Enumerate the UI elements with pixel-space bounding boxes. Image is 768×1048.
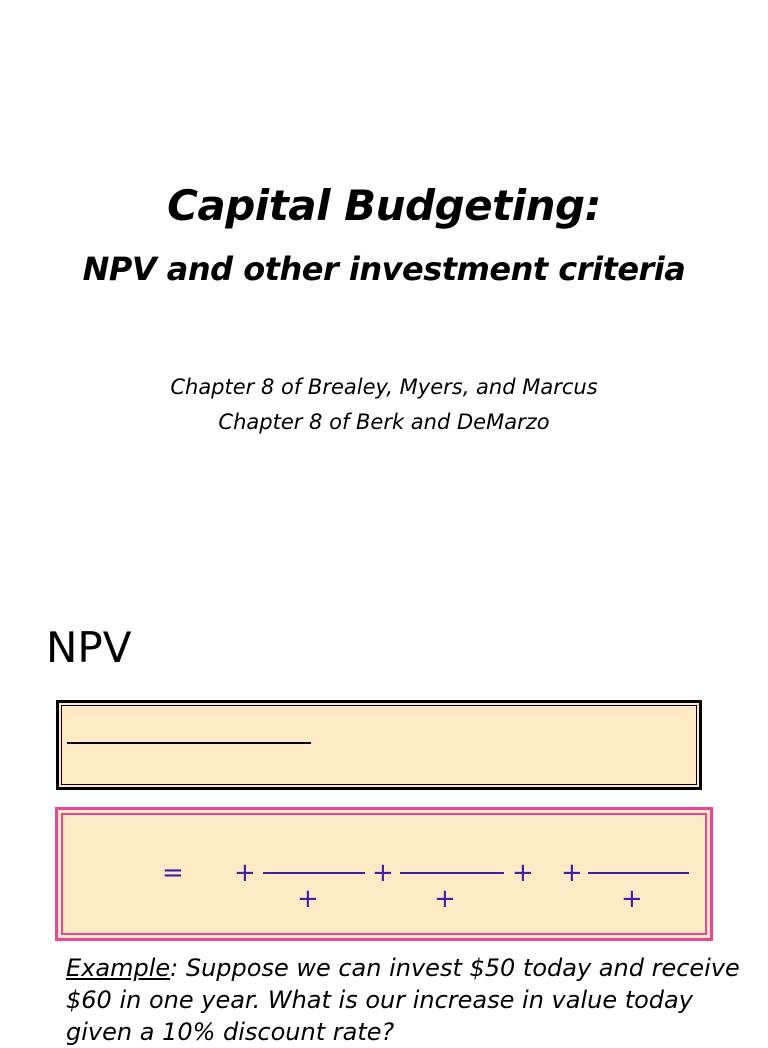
plus-sign: + (372, 858, 394, 888)
plus-sign: + (234, 858, 256, 888)
equals-sign: = (162, 858, 184, 888)
npv-heading: NPV (46, 623, 132, 672)
fraction-bar-2 (400, 872, 504, 874)
plus-sign: + (621, 884, 643, 914)
slide-subtitle: NPV and other investment criteria (82, 250, 686, 288)
reference-line-1: Chapter 8 of Brealey, Myers, and Marcus (170, 375, 598, 399)
plus-sign: + (512, 858, 534, 888)
plus-sign: + (434, 884, 456, 914)
slide-title: Capital Budgeting: (167, 181, 601, 230)
fraction-bar-1 (263, 872, 365, 874)
fraction-bar-3 (588, 872, 689, 874)
example-label: Example (66, 954, 171, 982)
plus-sign: + (297, 884, 319, 914)
reference-line-2: Chapter 8 of Berk and DeMarzo (218, 410, 550, 434)
example-text: : Suppose we can invest $50 today and receive $60 in one year. What is our increase in value today given a 10% discount rate? (66, 954, 740, 1046)
formula-box-npv (55, 807, 713, 941)
plus-sign: + (561, 858, 583, 888)
formula-box-definition (56, 700, 702, 790)
fraction-bar (67, 742, 311, 744)
example-paragraph (66, 952, 746, 1048)
